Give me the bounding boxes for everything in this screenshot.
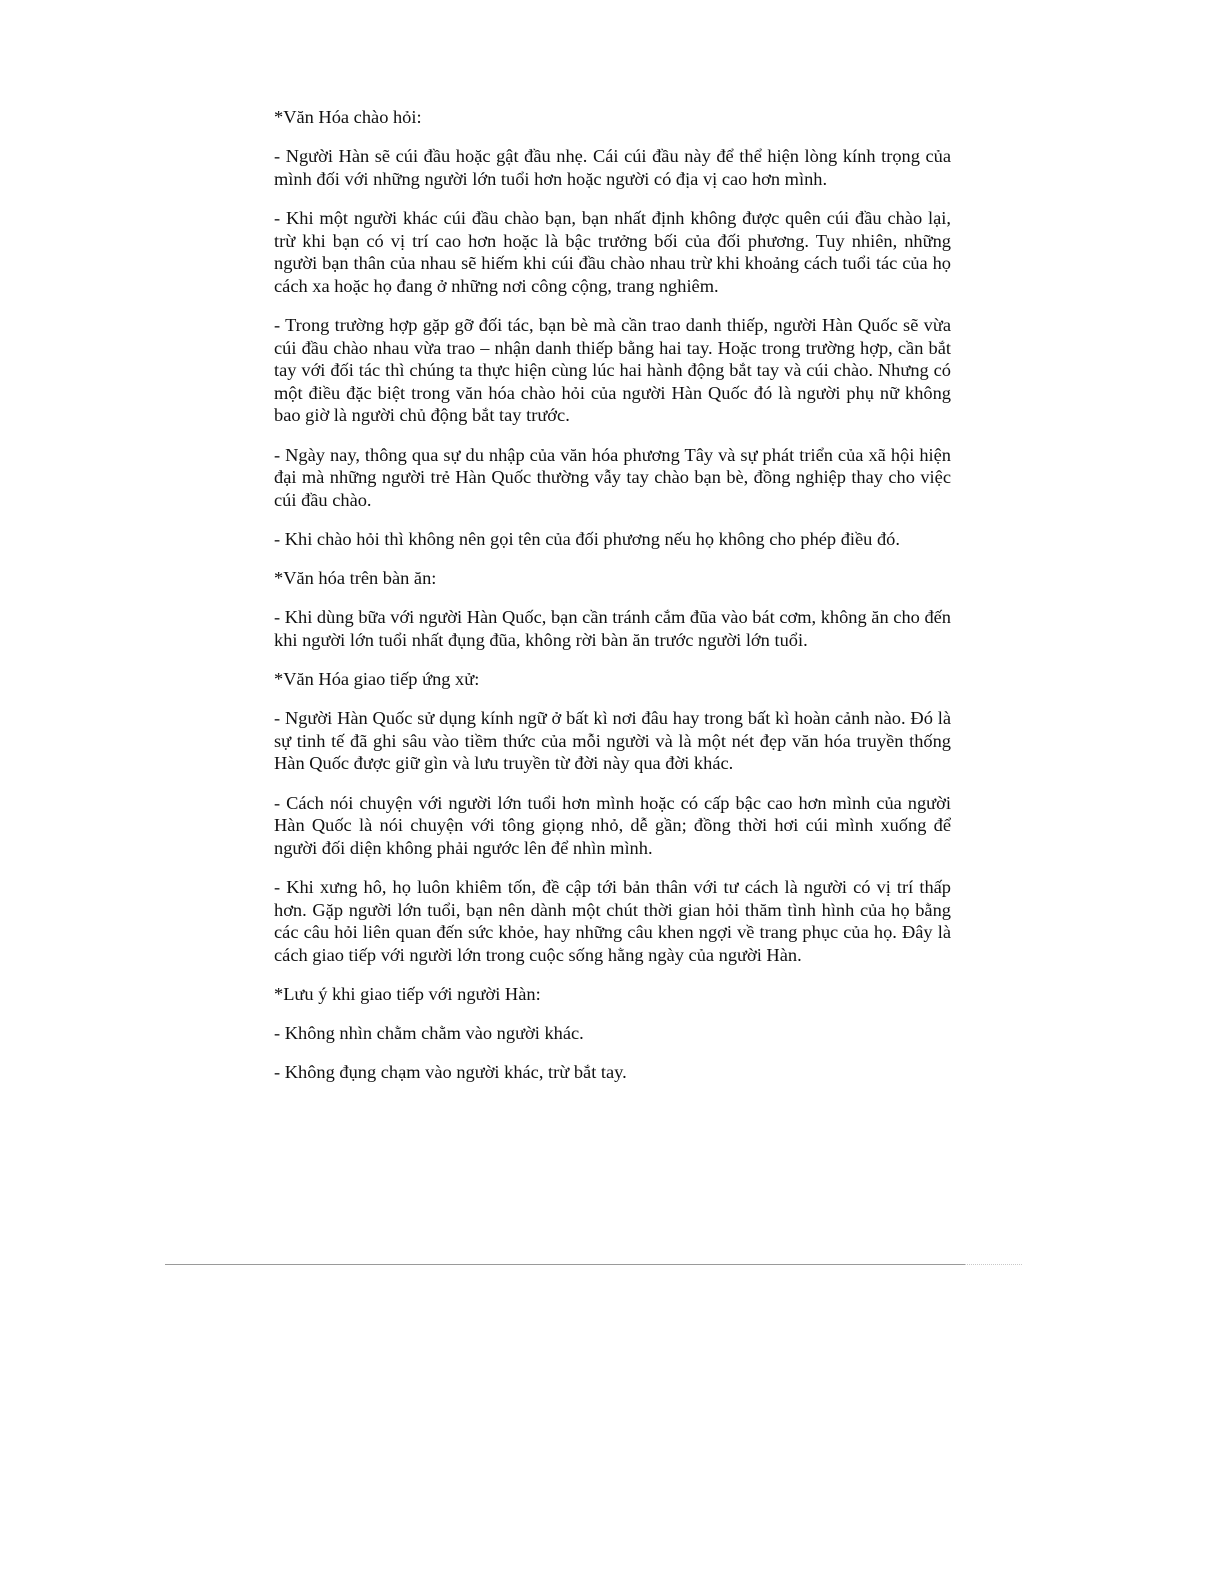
paragraph: - Người Hàn Quốc sử dụng kính ngữ ở bất kì nơi đâu hay trong bất kì hoàn cảnh nào. Đó là sự tinh tế đã ghi sâu vào tiềm thức của mỗi người và là một nét đẹp văn hóa truyền thống Hàn Quốc được giữ gìn và lưu truyền từ đời này qua đời khác.	[274, 708, 951, 774]
paragraph: - Trong trường hợp gặp gỡ đối tác, bạn bè mà cần trao danh thiếp, người Hàn Quốc sẽ vừa cúi đầu chào nhau vừa trao – nhận danh thiếp bằng hai tay. Hoặc trong trường hợp, cần bắt tay với đối tác thì chúng ta thực hiện cùng lúc hai hành động bắt tay và cúi chào. Nhưng có một điều đặc biệt trong văn hóa chào hỏi của người Hàn Quốc đó là người phụ nữ không bao giờ là người chủ động bắt tay trước.	[274, 314, 951, 426]
paragraph: - Người Hàn sẽ cúi đầu hoặc gật đầu nhẹ. Cái cúi đầu này để thể hiện lòng kính trọng của mình đối với những người lớn tuổi hơn hoặc người có địa vị cao hơn mình.	[274, 146, 951, 189]
paragraph: - Ngày nay, thông qua sự du nhập của văn hóa phương Tây và sự phát triển của xã hội hiện đại mà những người trẻ Hàn Quốc thường vẫy tay chào bạn bè, đồng nghiệp thay cho việc cúi đầu chào.	[274, 444, 951, 510]
page-footer-divider	[165, 1264, 965, 1265]
page-footer-divider-tail	[965, 1264, 1022, 1265]
paragraph: - Không nhìn chằm chằm vào người khác.	[274, 1023, 584, 1044]
paragraph: - Khi chào hỏi thì không nên gọi tên của đối phương nếu họ không cho phép điều đó.	[274, 528, 900, 549]
section-heading-notes: *Lưu ý khi giao tiếp với người Hàn:	[274, 983, 541, 1004]
section-heading-communication: *Văn Hóa giao tiếp ứng xử:	[274, 669, 480, 690]
paragraph: - Không đụng chạm vào người khác, trừ bắt tay.	[274, 1062, 627, 1083]
paragraph: - Khi dùng bữa với người Hàn Quốc, bạn cần tránh cắm đũa vào bát cơm, không ăn cho đến khi người lớn tuổi nhất đụng đũa, không rời bàn ăn trước người lớn tuổi.	[274, 607, 951, 650]
paragraph: - Cách nói chuyện với người lớn tuổi hơn mình hoặc có cấp bậc cao hơn mình của người Hàn Quốc là nói chuyện với tông giọng nhỏ, dễ gần; đồng thời hơi cúi mình xuống để người đối diện không phải ngước lên để nhìn mình.	[274, 792, 951, 858]
document-body	[274, 106, 951, 1101]
section-heading-dining: *Văn hóa trên bàn ăn:	[274, 568, 437, 589]
section-heading-greeting: *Văn Hóa chào hỏi:	[274, 107, 422, 127]
paragraph: - Khi một người khác cúi đầu chào bạn, bạn nhất định không được quên cúi đầu chào lại, trừ khi bạn có vị trí cao hơn hoặc là bậc trưởng bối của đối phương. Tuy nhiên, những người bạn thân của nhau sẽ hiếm khi cúi đầu chào nhau trừ khi khoảng cách tuổi tác của họ cách xa hoặc họ đang ở những nơi công cộng, trang nghiêm.	[274, 207, 951, 296]
paragraph: - Khi xưng hô, họ luôn khiêm tốn, đề cập tới bản thân với tư cách là người có vị trí thấp hơn. Gặp người lớn tuổi, bạn nên dành một chút thời gian hỏi thăm tình hình của họ bằng các câu hỏi liên quan đến sức khỏe, hay những câu khen ngợi về trang phục của họ. Đây là cách giao tiếp với người lớn trong cuộc sống hằng ngày của người Hàn.	[274, 876, 951, 965]
